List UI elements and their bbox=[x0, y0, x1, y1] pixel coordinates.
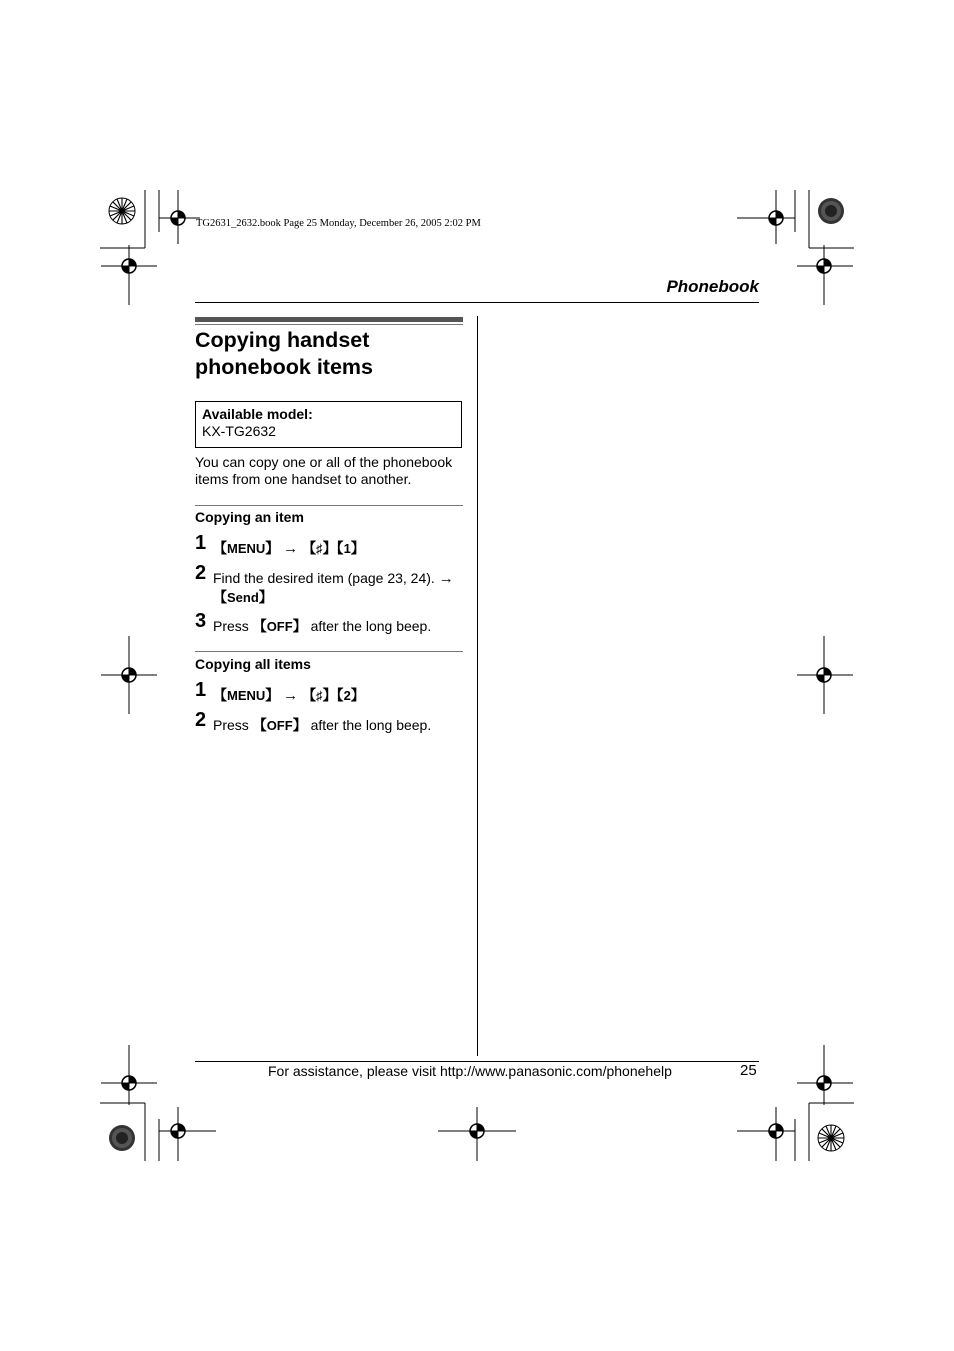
step-copy-item-3: 3 Press 【OFF】 after the long beep. bbox=[195, 610, 432, 634]
step-copy-item-1: 1 【MENU】 → 【♯】【1】 bbox=[195, 532, 365, 557]
page-number: 25 bbox=[740, 1062, 757, 1079]
section-heading-copy-item: Copying an item bbox=[195, 509, 304, 525]
header-rule bbox=[195, 302, 759, 303]
hash-key-icon: ♯ bbox=[316, 541, 323, 556]
arrow-icon: → bbox=[438, 570, 454, 587]
page-title-line2: phonebook items bbox=[195, 355, 373, 379]
step-text: Find the desired item (page 23, 24). bbox=[213, 570, 435, 586]
footer-rule bbox=[195, 1061, 759, 1062]
section-rule bbox=[195, 651, 463, 652]
step-copy-item-2: 2 Find the desired item (page 23, 24). → 【Send】 bbox=[195, 562, 454, 605]
step-copy-all-1: 1 【MENU】 → 【♯】【2】 bbox=[195, 679, 365, 704]
section-rule bbox=[195, 505, 463, 506]
running-head: Phonebook bbox=[666, 277, 759, 296]
menu-key: MENU bbox=[227, 688, 266, 703]
section-heading-copy-all: Copying all items bbox=[195, 656, 311, 672]
footer-assistance-text: For assistance, please visit http://www.panasonic.com/phonehelp bbox=[268, 1063, 672, 1079]
hash-key-icon: ♯ bbox=[316, 688, 323, 703]
off-key: OFF bbox=[266, 619, 293, 634]
arrow-icon: → bbox=[283, 540, 299, 557]
step-text-pre: Press bbox=[213, 618, 249, 634]
step-number: 2 bbox=[195, 562, 207, 584]
title-bar-thin bbox=[195, 324, 463, 325]
step-number: 1 bbox=[195, 679, 207, 701]
digit-key: 1 bbox=[343, 541, 351, 556]
step-number: 3 bbox=[195, 610, 207, 632]
available-model-value: KX-TG2632 bbox=[202, 423, 276, 439]
step-text-post: after the long beep. bbox=[310, 618, 432, 634]
column-divider bbox=[477, 316, 478, 1056]
send-key: Send bbox=[227, 590, 259, 605]
title-bar bbox=[195, 317, 463, 322]
step-number: 1 bbox=[195, 532, 207, 554]
arrow-icon: → bbox=[283, 687, 299, 704]
available-model-box bbox=[195, 401, 462, 448]
step-text-pre: Press bbox=[213, 717, 249, 733]
available-model-label: Available model: bbox=[202, 406, 313, 422]
menu-key: MENU bbox=[227, 541, 266, 556]
digit-key: 2 bbox=[343, 688, 351, 703]
print-info-line: TG2631_2632.book Page 25 Monday, December 26, 2005 2:02 PM bbox=[196, 218, 481, 229]
page-title-line1: Copying handset bbox=[195, 328, 370, 352]
off-key: OFF bbox=[266, 718, 293, 733]
intro-paragraph: You can copy one or all of the phonebook items from one handset to another. bbox=[195, 454, 453, 487]
step-text-post: after the long beep. bbox=[310, 717, 432, 733]
page-title bbox=[195, 327, 463, 381]
step-copy-all-2: 2 Press 【OFF】 after the long beep. bbox=[195, 709, 432, 733]
step-number: 2 bbox=[195, 709, 207, 731]
